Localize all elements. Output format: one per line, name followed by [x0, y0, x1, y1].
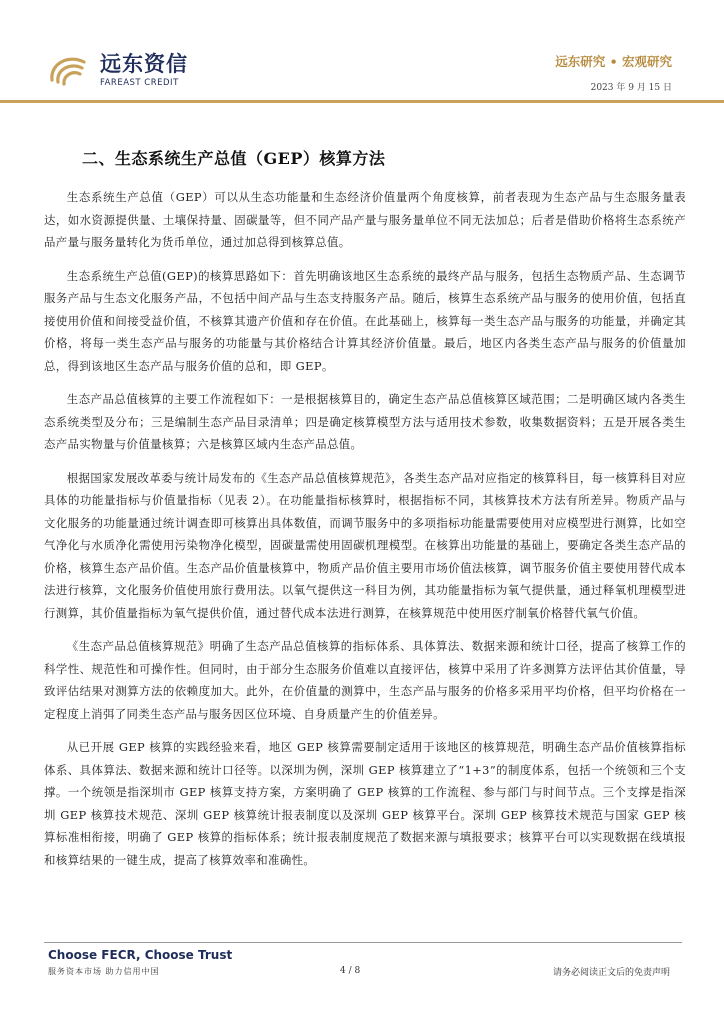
paragraph: 生态产品总值核算的主要工作流程如下：一是根据核算目的，确定生态产品总值核算区域范围；二是明确区域内各类生态系统类型及分布；三是编制生态产品目录清单；四是确定核算模型方法与适用技术参数，收集数据资料；五是开展各类生态产品实物量与价值量核算；六是核算区域内生态产品总值。 [44, 392, 686, 451]
page-header [0, 0, 724, 108]
fareast-logo-icon [44, 50, 94, 90]
logo-chinese-name: 远东资信 [100, 51, 188, 76]
report-series: 远东研究 • 宏观研究 [555, 54, 672, 69]
footer-slogan-cn: 服务资本市场 助力信用中国 [48, 967, 160, 976]
paragraph: 生态系统生产总值（GEP）可以从生态功能量和生态经济价值量两个角度核算，前者表现为生态产品与生态服务量表达，如水资源提供量、土壤保持量、固碳量等，但不同产品产量与服务量单位不同无法加总；后者是借助价格将生态系统产品产量与服务量转化为货币单位，通过加总得到核算总值。 [44, 190, 686, 249]
paragraph: 从已开展 GEP 核算的实践经验来看，地区 GEP 核算需要制定适用于该地区的核算规范，明确生态产品价值核算指标体系、具体算法、数据来源和统计口径等。以深圳为例，深圳 GEP 核算建立了“1+3”的制度体系，包括一个统领和三个支撑。一个统领是指深圳市 GEP 核算支持方案，方案明确了 GEP 核算的工作流程、参与部门与时间节点。三个支撑是指深圳 GEP 核算技术规范、深圳 GEP 核算统计报表制度以及深圳 GEP 核算平台。深圳 GEP 核算技术规范与国家 GEP 核算标准相衔接，明确了 GEP 核算的指标体系；统计报表制度规范了数据来源与填报要求；核算平台可以实现数据在线填报和核算结果的一键生成，提高了核算效率和准确性。 [44, 740, 686, 867]
paragraph: 《生态产品总值核算规范》明确了生态产品总值核算的指标体系、具体算法、数据来源和统计口径，提高了核算工作的科学性、规范性和可操作性。但同时，由于部分生态服务价值难以直接评估，核算中采用了许多测算方法评估其价值量，导致评估结果对测算方法的依赖度加大。此外，在价值量的测算中，生态产品与服务的价格多采用平均价格，但平均价格在一定程度上消弭了同类生态产品与服务因区位环境、自身质量产生的价值差异。 [44, 639, 686, 721]
logo-english-name: FAREAST CREDIT [100, 77, 179, 88]
header-divider [0, 100, 724, 103]
body-text [44, 186, 686, 882]
footer-divider [44, 942, 682, 943]
disclaimer-note: 请务必阅读正文后的免责声明 [552, 968, 670, 978]
paragraph: 生态系统生产总值(GEP)的核算思路如下：首先明确该地区生态系统的最终产品与服务，包括生态物质产品、生态调节服务产品与生态文化服务产品，不包括中间产品与生态支持服务产品。随后，核算生态系统产品与服务的使用价值，包括直接使用价值和间接受益价值，不核算其遗产价值和存在价值。在此基础上，核算每一类生态产品与服务的功能量，并确定其价格，将每一类生态产品与服务的功能量与其价格结合计算其经济价值量。最后，地区内各类生态产品与服务的价值量加总，得到该地区生态产品与服务价值的总和，即 GEP。 [44, 268, 686, 373]
page-number: 4 / 8 [340, 966, 361, 976]
footer-slogan-en: Choose FECR, Choose Trust [48, 948, 233, 962]
paragraph: 根据国家发展改革委与统计局发布的《生态产品总值核算规范》，各类生态产品对应指定的核算科目，每一核算科目对应具体的功能量指标与价值量指标（见表 2）。在功能量指标核算时，根据指标不同，其核算技术方法有所差异。物质产品与文化服务的功能量通过统计调查即可核算出具体数值，而调节服务中的多项指标功能量需要使用对应模型进行测算，比如空气净化与水质净化需使用污染物净化模型，固碳量需使用固碳机理模型。在核算出功能量的基础上，要确定各类生态产品的价格，核算生态产品价值。生态产品价值量核算中，物质产品价值主要用市场价值法核算，调节服务价值主要使用替代成本法进行核算，文化服务价值使用旅行费用法。以氧气提供这一科目为例，其功能量指标为氧气提供量，通过释氧机理模型进行测算，其价值量指标为氧气提供价值，通过替代成本法进行测算，在核算规范中使用医疗制氧价格替代氧气价值。 [44, 470, 687, 620]
report-date: 2023 年 9 月 15 日 [590, 83, 672, 93]
section-title: 二、生态系统生产总值（GEP）核算方法 [82, 149, 386, 168]
company-logo [44, 50, 188, 90]
